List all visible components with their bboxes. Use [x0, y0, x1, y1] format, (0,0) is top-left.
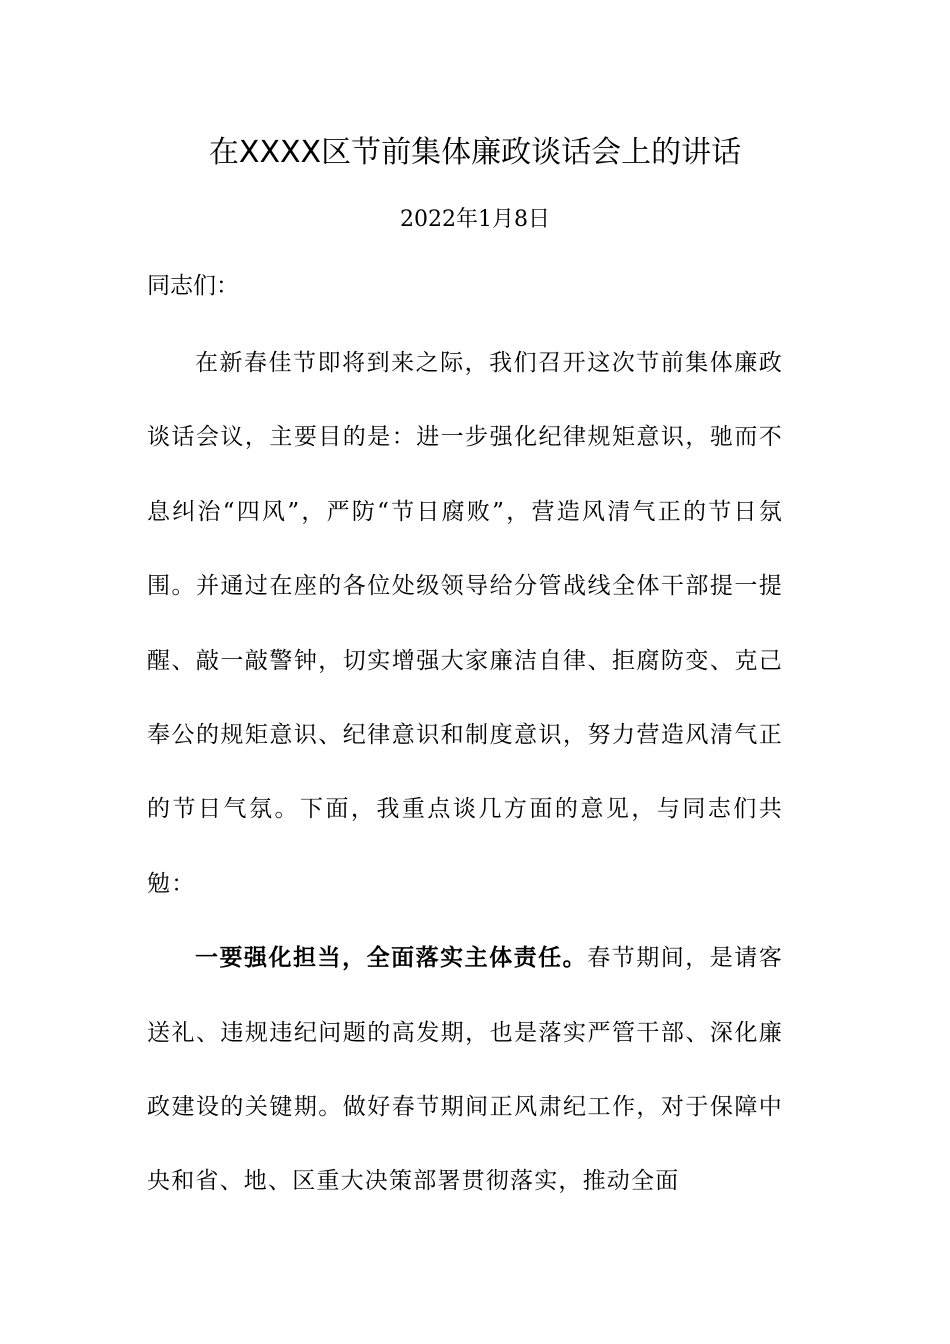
paragraph-point-one-text: 春节期间，是请客送礼、违规违纪问题的高发期，也是落实严管干部、深化廉政建设的关键期。做好春节期间正风肃纪工作，对于保障中央和省、地、区重大决策部署贯彻落实，推动全面: [147, 945, 783, 1195]
paragraph-intro-text: 在新春佳节即将到来之际，我们召开这次节前集体廉政谈话会议，主要目的是：进一步强化纪律规矩意识，驰而不息纠治“四风”，严防“节日腐败”，营造风清气正的节日氛围。并通过在座的各位处级领导给分管战线全体干部提一提醒、敲一敲警钟，切实增强大家廉洁自律、拒腐防变、克己奉公的规矩意识、纪律意识和制度意识，努力营造风清气正的节日气氛。下面，我重点谈几方面的意见，与同志们共勉：: [147, 350, 783, 897]
document-title: 在XXXX区节前集体廉政谈话会上的讲话: [208, 135, 742, 170]
document-date: 2022年1月8日: [400, 207, 550, 232]
paragraph-point-one: [147, 921, 783, 1219]
paragraph-point-one-heading: 一要强化担当，全面落实主体责任。: [195, 945, 588, 972]
paragraph-intro: [147, 326, 783, 921]
document-body: [147, 326, 783, 1219]
salutation: 同志们：: [147, 273, 239, 299]
